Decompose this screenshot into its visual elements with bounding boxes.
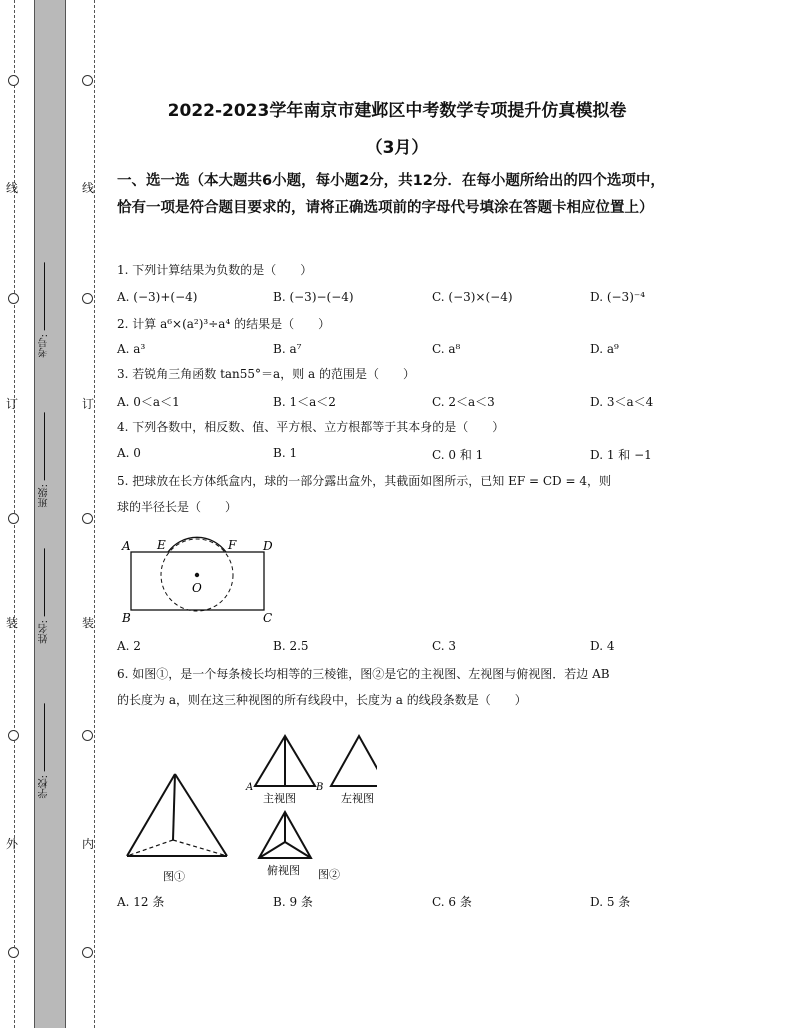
question-5-option-d[interactable]: D. 4: [590, 639, 615, 653]
margin-char: 线: [6, 181, 19, 195]
left-view-figure: [331, 736, 377, 786]
question-1-option-a[interactable]: A. (−3)+(−4): [117, 290, 198, 304]
question-3-option-c[interactable]: C. 2＜a＜3: [432, 395, 495, 409]
margin-char: 订: [6, 397, 19, 411]
label-E: E: [157, 538, 166, 552]
question-2-option-a[interactable]: A. a³: [117, 342, 146, 356]
question-3-option-a[interactable]: A. 0＜a＜1: [117, 395, 180, 409]
margin-char: 线: [82, 181, 95, 195]
field-underline: [45, 412, 46, 480]
section-heading: 一、选一选（本大题共6小题，每小题2分，共12分．在每小题所给出的四个选项中，恰有一项是符合题目要求的，请将正确选项前的字母代号填涂在答题卡相应位置上）: [117, 173, 665, 216]
question-5-stem: 5. 把球放在长方体纸盒内，球的一部分露出盒外，其截面如图所示，已知 EF = CD = 4，则: [117, 474, 611, 488]
front-view-label-B: B: [316, 782, 324, 793]
question-2-stem: 2. 计算 a⁶×(a²)³÷a⁴ 的结果是（ ）: [117, 317, 331, 331]
figure-1-label: 图①: [163, 870, 185, 883]
binding-hole: [82, 730, 93, 741]
ball-exposed-arc: [168, 537, 226, 552]
question-5-option-b[interactable]: B. 2.5: [273, 639, 309, 653]
question-6-option-b[interactable]: B. 9 条: [273, 895, 313, 909]
name-field: [40, 548, 50, 643]
binding-hole: [8, 513, 19, 524]
school-field: [40, 703, 50, 798]
label-B: B: [122, 611, 131, 625]
top-view-figure: [259, 812, 311, 858]
question-4-option-d[interactable]: D. 1 和 −1: [590, 448, 652, 462]
binding-hole: [82, 293, 93, 304]
margin-gray-bar: [34, 0, 66, 1028]
binding-hole: [8, 293, 19, 304]
question-6-option-a[interactable]: A. 12 条: [117, 895, 165, 909]
field-label: 姓名:: [39, 620, 50, 644]
question-6-figures: [117, 728, 377, 888]
question-3-stem: 3. 若锐角三角函数 tan55°＝a，则 a 的范围是（ ）: [117, 367, 415, 381]
question-4-option-c[interactable]: C. 0 和 1: [432, 448, 484, 462]
question-2-option-c[interactable]: C. a⁸: [432, 342, 461, 356]
question-2-option-b[interactable]: B. a⁷: [273, 342, 302, 356]
field-label: 班级:: [39, 484, 50, 508]
front-view-figure: [255, 736, 315, 786]
margin-char: 外: [6, 837, 19, 851]
margin-char: 内: [82, 837, 95, 851]
margin-char: 装: [6, 616, 19, 630]
question-1-stem: 1. 下列计算结果为负数的是（ ）: [117, 263, 313, 277]
label-C: C: [263, 611, 273, 625]
question-3-option-b[interactable]: B. 1＜a＜2: [273, 395, 336, 409]
tetrahedron-figure: [127, 774, 227, 856]
front-view-label-A: A: [246, 782, 254, 793]
front-view-label: 主视图: [263, 792, 296, 805]
figure-2-label: 图②: [318, 868, 340, 881]
question-3-option-d[interactable]: D. 3＜a＜4: [590, 395, 654, 409]
question-5-figure: [117, 532, 287, 628]
question-1-option-c[interactable]: C. (−3)×(−4): [432, 290, 513, 304]
question-1-option-b[interactable]: B. (−3)−(−4): [273, 290, 354, 304]
binding-hole: [82, 75, 93, 86]
top-view-label: 俯视图: [267, 864, 300, 877]
question-4-option-a[interactable]: A. 0: [117, 446, 141, 460]
page-subtitle: （3月）: [365, 138, 429, 158]
question-5-stem-cont: 球的半径长是（ ）: [117, 500, 238, 514]
label-O: O: [192, 581, 202, 595]
margin-char: 装: [82, 616, 95, 630]
binding-hole: [8, 730, 19, 741]
question-4-stem: 4. 下列各数中，相反数、值、平方根、立方根都等于其本身的是（ ）: [117, 420, 505, 434]
question-5-option-c[interactable]: C. 3: [432, 639, 457, 653]
class-field: [40, 412, 50, 507]
question-1-option-d[interactable]: D. (−3)⁻⁴: [590, 290, 646, 304]
ball-center: [195, 573, 199, 577]
question-2-option-d[interactable]: D. a⁹: [590, 342, 619, 356]
field-label: 学校:: [39, 775, 50, 799]
field-underline: [45, 262, 46, 330]
binding-hole: [8, 947, 19, 958]
binding-hole: [82, 947, 93, 958]
field-label: 考号:: [39, 334, 50, 358]
binding-hole: [8, 75, 19, 86]
label-F: F: [228, 538, 237, 552]
label-D: D: [263, 539, 273, 553]
exam-number-field: [40, 262, 50, 357]
question-6-stem-cont: 的长度为 a，则在这三种视图的所有线段中，长度为 a 的线段条数是（ ）: [117, 693, 527, 707]
question-6-option-d[interactable]: D. 5 条: [590, 895, 631, 909]
margin-char: 订: [82, 397, 95, 411]
question-6-stem: 6. 如图①，是一个每条棱长均相等的三棱锥，图②是它的主视图、左视图与俯视图．若边 AB: [117, 667, 610, 681]
field-underline: [45, 703, 46, 771]
page-title: 2022-2023学年南京市建邺区中考数学专项提升仿真模拟卷: [167, 101, 627, 121]
question-6-option-c[interactable]: C. 6 条: [432, 895, 472, 909]
label-A: A: [122, 539, 131, 553]
question-5-option-a[interactable]: A. 2: [117, 639, 141, 653]
question-4-option-b[interactable]: B. 1: [273, 446, 298, 460]
field-underline: [45, 548, 46, 616]
inner-dash-line: [94, 0, 95, 1028]
left-view-label: 左视图: [341, 792, 374, 805]
binding-hole: [82, 513, 93, 524]
